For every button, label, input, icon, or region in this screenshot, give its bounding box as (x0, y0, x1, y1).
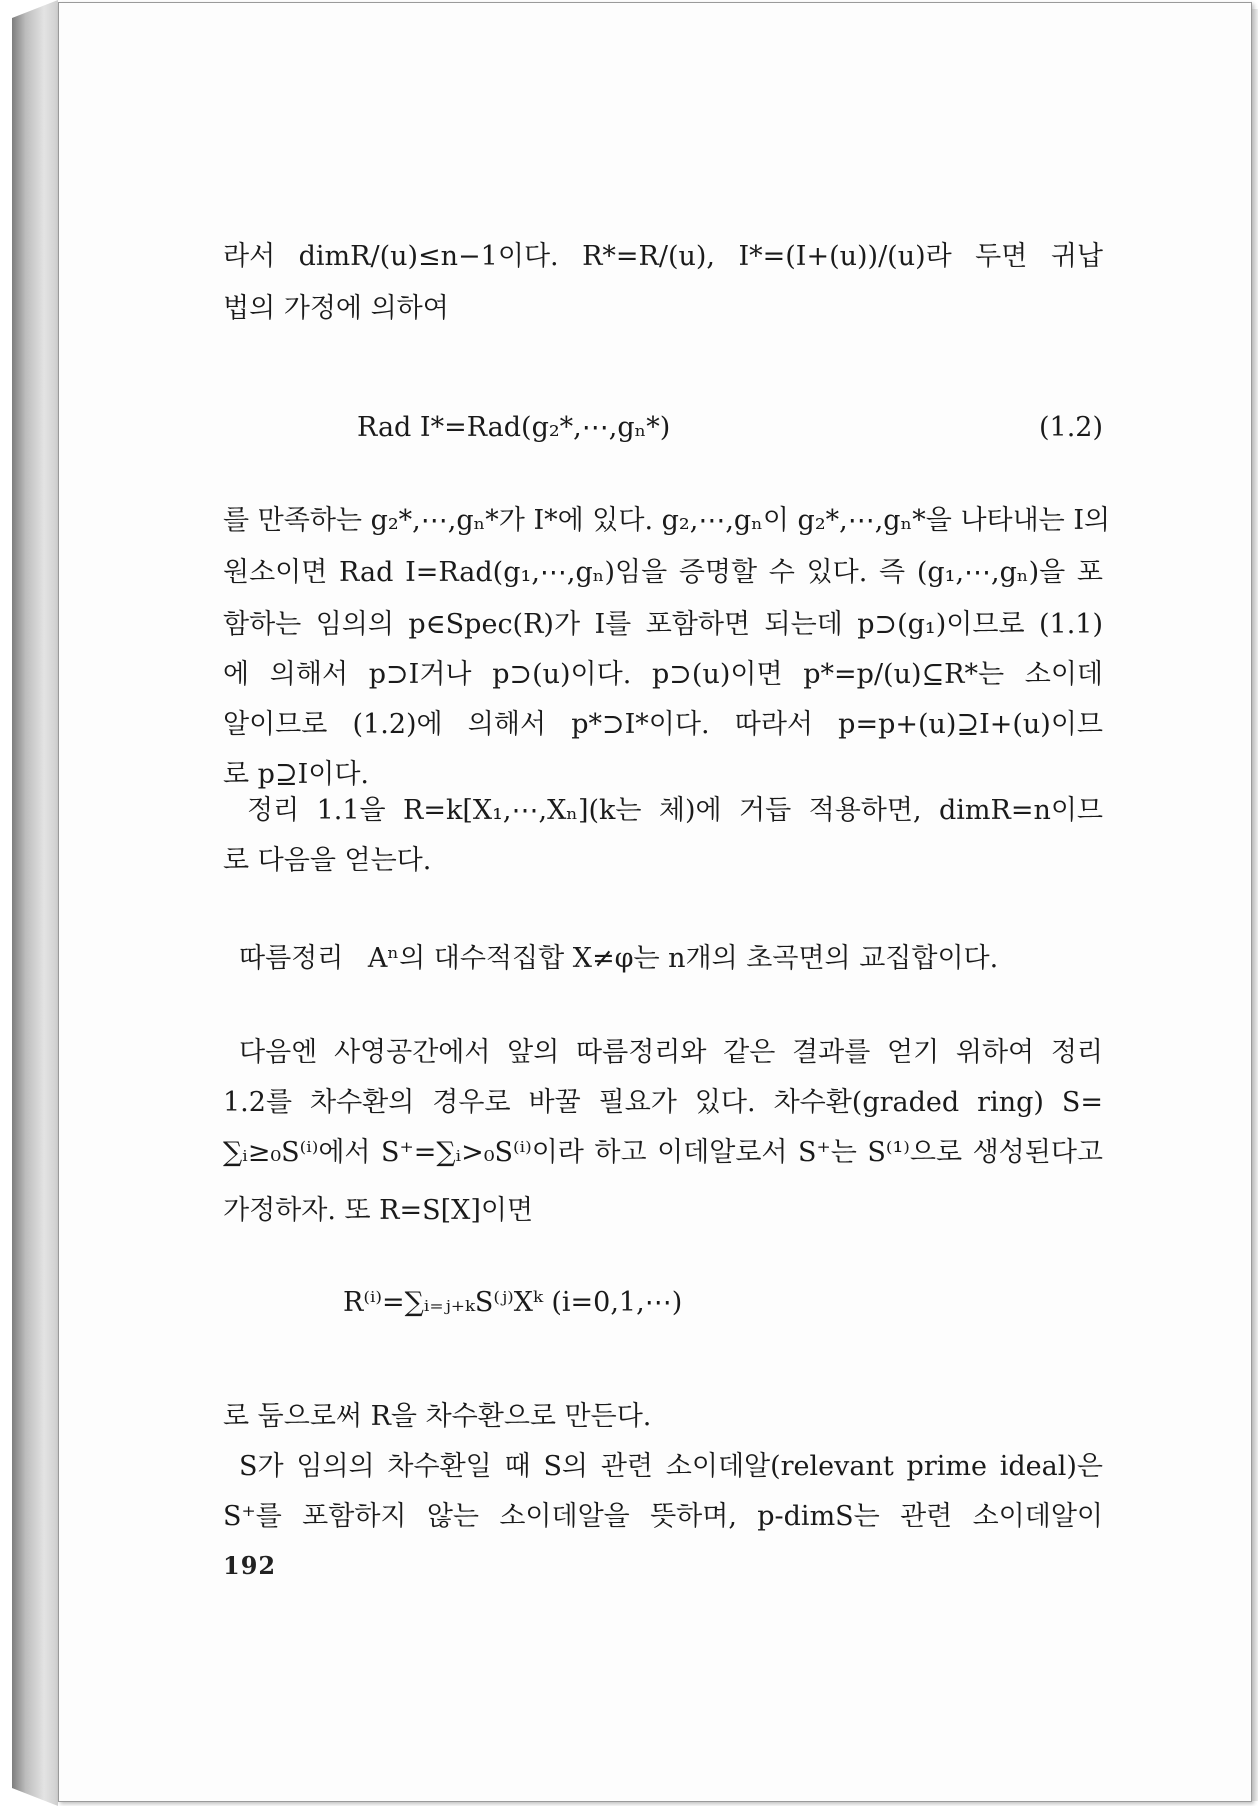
text-line-5: 함하는 임의의 p∈Spec(R)가 I를 포함하면 되는데 p⊃(g₁)이므로 (1.1) (223, 609, 1103, 640)
text-line-7: 알이므로 (1.2)에 의해서 p*⊃I*이다. 따라서 p=p+(u)⊇I+(u)이므 (223, 709, 1103, 740)
text-line-3: 를 만족하는 g₂*,⋯,gₙ*가 I*에 있다. g₂,⋯,gₙ이 g₂*,⋯,gₙ*을 나타내는 I의 (223, 505, 1111, 536)
corollary-label: 따름정리 (239, 943, 344, 974)
book-page (58, 2, 1252, 1802)
corollary-text: Aⁿ의 대수적집합 X≠φ는 n개의 초곡면의 교집합이다. (367, 943, 999, 974)
text-line-13: ∑ᵢ≥₀S⁽ⁱ⁾에서 S⁺=∑ᵢ>₀S⁽ⁱ⁾이라 하고 이데알로서 S⁺는 S⁽¹⁾으로 생성된다고 (223, 1137, 1103, 1168)
book-spine (12, 0, 58, 1806)
equation-1-2: Rad I*=Rad(g₂*,⋯,gₙ*) (357, 412, 671, 443)
page-number: 192 (223, 1551, 277, 1580)
corollary (239, 939, 998, 979)
text-line-9: 정리 1.1을 R=k[X₁,⋯,Xₙ](k는 체)에 거듭 적용하면, dimR=n이므 (247, 795, 1103, 826)
text-line-17: S⁺를 포함하지 않는 소이데알을 뜻하며, p-dimS는 관련 소이데알이 (223, 1501, 1103, 1532)
text-line-11: 다음엔 사영공간에서 앞의 따름정리와 같은 결과를 얻기 위하여 정리 (239, 1037, 1103, 1068)
text-line-15: 로 둠으로써 R을 차수환으로 만든다. (223, 1401, 652, 1432)
text-line-14: 가정하자. 또 R=S[X]이면 (223, 1195, 534, 1226)
text-line-16: S가 임의의 차수환일 때 S의 관련 소이데알(relevant prime ideal)은 (239, 1451, 1103, 1482)
text-line-8: 로 p⊇I이다. (223, 759, 369, 790)
text-line-4: 원소이면 Rad I=Rad(g₁,⋯,gₙ)임을 증명할 수 있다. 즉 (g₁,⋯,gₙ)을 포 (223, 557, 1103, 588)
equation-number: (1.2) (1038, 412, 1103, 443)
text-line-2: 법의 가정에 의하여 (223, 293, 449, 324)
text-line-12: 1.2를 차수환의 경우로 바꿀 필요가 있다. 차수환(graded ring) S= (223, 1087, 1103, 1118)
equation-graded: R⁽ⁱ⁾=∑ᵢ₌ⱼ₊ₖS⁽ʲ⁾Xᵏ (i=0,1,⋯) (343, 1287, 683, 1318)
text-line-10: 로 다음을 얻는다. (223, 845, 432, 876)
text-line-6: 에 의해서 p⊃I거나 p⊃(u)이다. p⊃(u)이면 p*=p/(u)⊆R*는 소이데 (223, 659, 1103, 690)
text-line-1: 라서 dimR/(u)≤n−1이다. R*=R/(u), I*=(I+(u))/(u)라 두면 귀납 (223, 241, 1103, 272)
